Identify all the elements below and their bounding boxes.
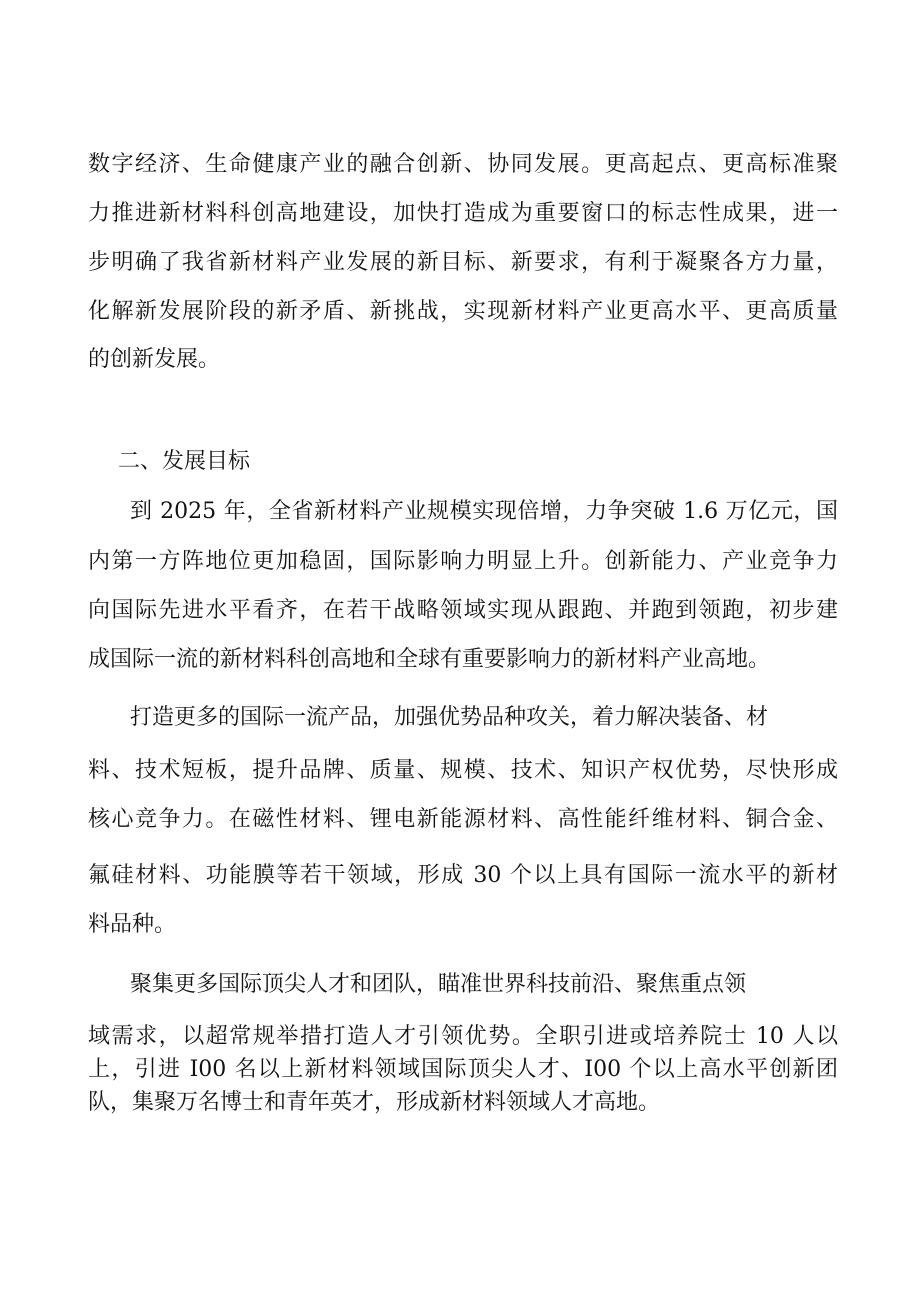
- text-line: 料、技术短板，提升品牌、质量、规模、技术、知识产权优势，尽快形成: [88, 758, 838, 783]
- text-line: 域需求，以超常规举措打造人才引领优势。全职引进或培养院士 10 人以: [88, 1024, 838, 1049]
- text-line: 力推进新材料科创高地建设，加快打造成为重要窗口的标志性成果，进一: [88, 201, 838, 226]
- text-line: 到 2025 年，全省新材料产业规模实现倍增，力争突破 1.6 万亿元，国: [130, 499, 838, 524]
- text-line: 的创新发展。: [88, 347, 221, 372]
- section-heading: 二、发展目标: [118, 449, 251, 474]
- text-line: 打造更多的国际一流产品，加强优势品种攻关，着力解决装备、材: [130, 705, 769, 730]
- text-line: 向国际先进水平看齐，在若干战略领域实现从跟跑、并跑到领跑，初步建: [88, 598, 838, 623]
- text-line: 氟硅材料、功能膜等若干领域，形成 30 个以上具有国际一流水平的新材: [88, 863, 838, 888]
- text-line: 上，引进 I00 名以上新材料领域国际顶尖人才、I00 个以上高水平创新团: [88, 1057, 838, 1082]
- text-line: 成国际一流的新材料科创高地和全球有重要影响力的新材料产业高地。: [88, 647, 771, 672]
- text-line: 化解新发展阶段的新矛盾、新挑战，实现新材料产业更高水平、更高质量: [88, 299, 838, 324]
- text-line: 步明确了我省新材料产业发展的新目标、新要求，有利于凝聚各方力量，: [88, 250, 838, 275]
- text-line: 队，集聚万名博士和青年英才，形成新材料领域人才高地。: [88, 1090, 661, 1115]
- text-line: 核心竞争力。在磁性材料、锂电新能源材料、高性能纤维材料、铜合金、: [88, 807, 838, 832]
- text-line: 内第一方阵地位更加稳固，国际影响力明显上升。创新能力、产业竞争力: [88, 549, 838, 574]
- text-line: 数字经济、生命健康产业的融合创新、协同发展。更高起点、更高标准聚: [88, 152, 838, 177]
- text-line: 料品种。: [88, 912, 177, 937]
- text-line: 聚集更多国际顶尖人才和团队，瞄准世界科技前沿、聚焦重点领: [130, 972, 747, 997]
